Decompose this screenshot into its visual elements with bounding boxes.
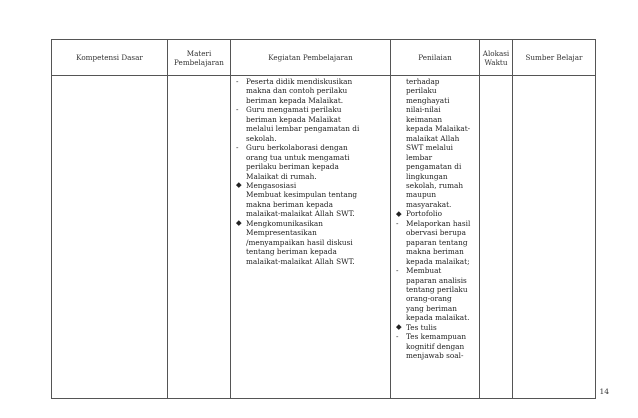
list-item: [396, 332, 476, 360]
header-kegiatan-pembelajaran: Kegiatan Pembelajaran: [231, 40, 391, 76]
syllabus-table: [51, 39, 596, 399]
cell-kompetensi-dasar: [52, 76, 168, 399]
list-item: [396, 77, 476, 209]
list-item-text: Peserta didik mendiskusikan makna dan contoh perilaku beriman kepada Malaikat.: [246, 77, 353, 105]
list-item-text: Melaporkan hasil obervasi berupa paparan tentang makna beriman kepada malaikat;: [406, 218, 471, 266]
dash-bullet: [236, 77, 245, 86]
dash-bullet: [236, 105, 245, 114]
list-item: [236, 181, 387, 219]
list-item: [236, 219, 387, 266]
header-sumber-belajar: Sumber Belajar: [513, 40, 596, 76]
cell-penilaian: [391, 76, 480, 399]
list-item: [236, 105, 387, 143]
cell-sumber-belajar: [513, 76, 596, 399]
list-item-text: Guru mengamati perilaku beriman kepada Malaikat melalui lembar pengamatan di sekolah.: [246, 105, 360, 143]
header-kompetensi-dasar: Kompetensi Dasar: [52, 40, 168, 76]
list-item-text: Mengkomunikasikan Mempresentasikan /menyampaikan hasil diskusi tentang beriman kepada malaikat-malaikat Allah SWT.: [246, 218, 355, 266]
header-materi-pembelajaran: Materi Pembelajaran: [168, 40, 231, 76]
table-row: [52, 76, 596, 399]
dash-bullet: [236, 143, 245, 152]
list-item-text: Tes kemampuan kognitif dengan menjawab soal-: [406, 332, 467, 361]
list-item-text: Guru berkolaborasi dengan orang tua untuk mengamati perilaku beriman kepada Malaikat di rumah.: [246, 143, 350, 181]
list-item: [236, 143, 387, 181]
cell-alokasi-waktu: [480, 76, 513, 399]
page-number: 14: [599, 387, 609, 396]
list-item-text: Membuat paparan analisis tentang perilaku orang-orang yang beriman kepada malaikat.: [406, 266, 470, 323]
list-item: [236, 77, 387, 105]
kegiatan-list: [231, 76, 390, 266]
dash-bullet: [396, 266, 405, 275]
list-item-text: Mengasosiasi Membuat kesimpulan tentang makna beriman kepada malaikat-malaikat Allah SWT.: [246, 180, 358, 219]
table-header-row: [52, 40, 596, 76]
list-item-text: Portofolio: [406, 209, 442, 219]
list-item-text: Tes tulis: [406, 322, 437, 332]
dash-bullet: [396, 219, 405, 228]
penilaian-list: [391, 76, 479, 361]
list-item: [396, 323, 476, 332]
list-item: [396, 209, 476, 218]
list-item: [396, 266, 476, 323]
dash-bullet: [396, 332, 405, 341]
list-item-text: terhadap perilaku menghayati nilai-nilai keimanan kepada Malaikat- malaikat Allah SWT melalui lembar pengamatan di lingkungan sekolah, rumah maupun masyarakat.: [406, 77, 471, 209]
header-penilaian: Penilaian: [391, 40, 480, 76]
cell-kegiatan-pembelajaran: [231, 76, 391, 399]
header-alokasi-waktu: Alokasi Waktu: [480, 40, 513, 76]
cell-materi-pembelajaran: [168, 76, 231, 399]
list-item: [396, 219, 476, 266]
